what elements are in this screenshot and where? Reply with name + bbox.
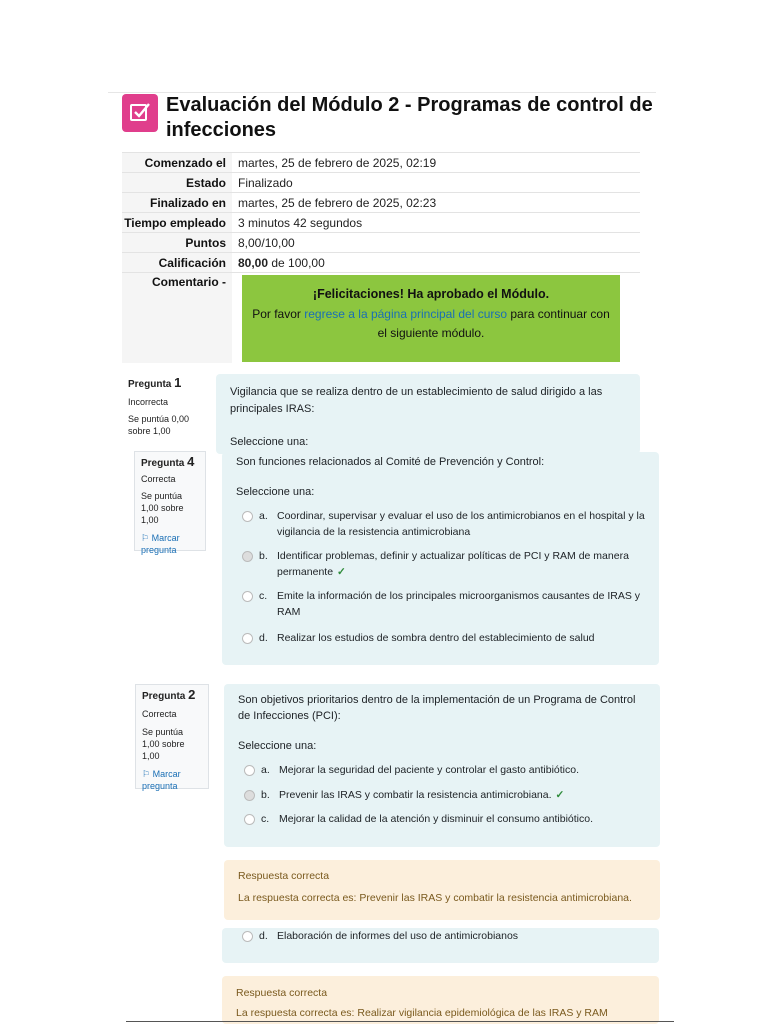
question-4-option-a[interactable] [242, 508, 647, 540]
points-label: Puntos [122, 233, 232, 253]
question-1-info [122, 373, 214, 461]
option-letter: d. [259, 930, 268, 942]
option-text: Prevenir las IRAS y combatir la resistencia antimicrobiana. [279, 789, 552, 801]
checkbox-square-icon [129, 102, 151, 124]
question-1-score: Se puntúa 0,00 sobre 1,00 [128, 414, 190, 436]
feedback-suffix: para continuar con el siguiente módulo. [377, 306, 610, 340]
option-letter: a. [259, 510, 268, 522]
radio-button[interactable] [244, 765, 255, 776]
question-label: Pregunta [141, 458, 185, 469]
question-4-number [141, 456, 199, 470]
question-label: Pregunta [128, 379, 172, 390]
summary-row-state [122, 173, 640, 193]
grade-value [232, 253, 640, 273]
question-4-text: Son funciones relacionados al Comité de Prevención y Control: [236, 456, 545, 468]
radio-button[interactable] [242, 633, 253, 644]
summary-row-grade [122, 253, 640, 273]
option-letter: d. [259, 632, 268, 644]
grade-total: de 100,00 [268, 255, 325, 270]
question-4-option-d[interactable] [242, 630, 647, 646]
question-1-text: Vigilancia que se realiza dentro de un establecimiento de salud dirigido a las principales IRAS: [230, 386, 603, 415]
grade-label: Calificación [122, 253, 232, 273]
question-2-option-c[interactable] [244, 811, 649, 827]
summary-row-time [122, 213, 640, 233]
option-letter: a. [261, 764, 270, 776]
question-1-number [128, 377, 208, 391]
question-2-score: Se puntúa 1,00 sobre 1,00 [142, 727, 185, 761]
started-label: Comenzado el [122, 153, 232, 173]
question-fragment-option-d[interactable] [242, 928, 647, 944]
time-value: 3 minutos 42 segundos [232, 213, 640, 233]
option-text-content: Identificar problemas, definir y actualizar políticas de PCI y RAM de manera permanente [277, 550, 629, 578]
question-2-content [224, 684, 660, 847]
option-text: Elaboración de informes del uso de antimicrobianos [277, 930, 519, 942]
flag-icon: ⚐ [141, 533, 150, 543]
bottom-divider [126, 1021, 674, 1022]
flag-question-2-button[interactable] [142, 768, 202, 792]
question-2-info [135, 684, 209, 789]
question-2-state: Correcta [142, 709, 177, 719]
question-2-outcome [224, 860, 660, 920]
question-2-prompt: Seleccione una: [238, 740, 317, 752]
summary-row-started [122, 153, 640, 173]
outcome-text: La respuesta correcta es: Prevenir las IRAS y combatir la resistencia antimicrobiana. [238, 892, 632, 904]
feedback-text [242, 301, 620, 343]
correct-check-icon: ✓ [337, 566, 346, 578]
radio-button-selected[interactable] [244, 790, 255, 801]
flag-label: Marcar pregunta [141, 533, 180, 555]
question-4-option-c[interactable] [242, 588, 647, 620]
summary-row-points [122, 233, 640, 253]
question-2-text: Son objetivos prioritarios dentro de la implementación de un Programa de Control de Infecciones (PCI): [238, 694, 636, 722]
course-home-link[interactable]: regrese a la página principal del curso [304, 306, 508, 321]
option-text [277, 548, 643, 580]
flag-label: Marcar pregunta [142, 769, 181, 791]
question-2-option-b[interactable] [244, 787, 649, 803]
option-letter: b. [259, 550, 268, 562]
comment-label: Comentario - [122, 273, 232, 364]
option-letter: c. [259, 590, 268, 602]
summary-row-comment [122, 273, 640, 364]
finished-label: Finalizado en [122, 193, 232, 213]
radio-button-selected[interactable] [242, 551, 253, 562]
started-value: martes, 25 de febrero de 2025, 02:19 [232, 153, 640, 173]
question-fragment-content [222, 928, 659, 963]
question-1-prompt: Seleccione una: [230, 436, 309, 448]
question-label: Pregunta [142, 691, 186, 702]
points-value: 8,00/10,00 [232, 233, 640, 253]
finished-value: martes, 25 de febrero de 2025, 02:23 [232, 193, 640, 213]
question-fragment-outcome [222, 976, 659, 1024]
radio-button[interactable] [242, 931, 253, 942]
quiz-activity-icon [122, 94, 158, 132]
question-number: 4 [187, 454, 195, 469]
option-text: Coordinar, supervisar y evaluar el uso de los antimicrobianos en el hospital y la vigilancia de la resistencia antimicrobiana [277, 510, 645, 538]
attempt-summary-table [122, 152, 640, 363]
question-4-option-b[interactable] [242, 548, 647, 580]
question-number: 2 [188, 687, 196, 702]
grade-score: 80,00 [238, 255, 269, 270]
flag-question-4-button[interactable] [141, 532, 199, 556]
outcome-title: Respuesta correcta [236, 987, 328, 999]
option-text: Realizar los estudios de sombra dentro del establecimiento de salud [277, 632, 595, 644]
outcome-text: La respuesta correcta es: Realizar vigilancia epidemiológica de las IRAS y RAM [236, 1007, 608, 1019]
question-1-content [216, 374, 640, 454]
question-4-content [222, 452, 659, 665]
question-4-info [134, 451, 206, 555]
flag-icon: ⚐ [142, 769, 151, 779]
time-label: Tiempo empleado [122, 213, 232, 233]
option-letter: b. [261, 789, 270, 801]
radio-button[interactable] [242, 591, 253, 602]
option-text: Mejorar la calidad de la atención y disminuir el consumo antibiótico. [279, 813, 593, 825]
option-text: Emite la información de los principales microorganismos causantes de IRAS y RAM [277, 590, 640, 618]
feedback-prefix: Por favor [252, 306, 305, 321]
question-2-option-a[interactable] [244, 762, 649, 778]
state-label: Estado [122, 173, 232, 193]
feedback-box [242, 275, 620, 362]
correct-check-icon: ✓ [555, 789, 565, 801]
question-4-prompt: Seleccione una: [236, 486, 315, 498]
option-text: Mejorar la seguridad del paciente y controlar el gasto antibiótico. [279, 764, 580, 776]
summary-row-finished [122, 193, 640, 213]
feedback-heading: ¡Felicitaciones! Ha aprobado el Módulo. [312, 286, 550, 301]
state-value: Finalizado [232, 173, 640, 193]
question-2-number [142, 689, 202, 703]
option-letter: c. [261, 813, 270, 825]
question-number: 1 [174, 375, 182, 390]
outcome-title: Respuesta correcta [238, 870, 330, 882]
question-1-state: Incorrecta [128, 397, 169, 407]
page-title: Evaluación del Módulo 2 - Programas de control de infecciones [166, 94, 653, 141]
radio-button[interactable] [242, 511, 253, 522]
question-4-state: Correcta [141, 474, 176, 484]
question-4-score: Se puntúa 1,00 sobre 1,00 [141, 491, 184, 525]
radio-button[interactable] [244, 814, 255, 825]
